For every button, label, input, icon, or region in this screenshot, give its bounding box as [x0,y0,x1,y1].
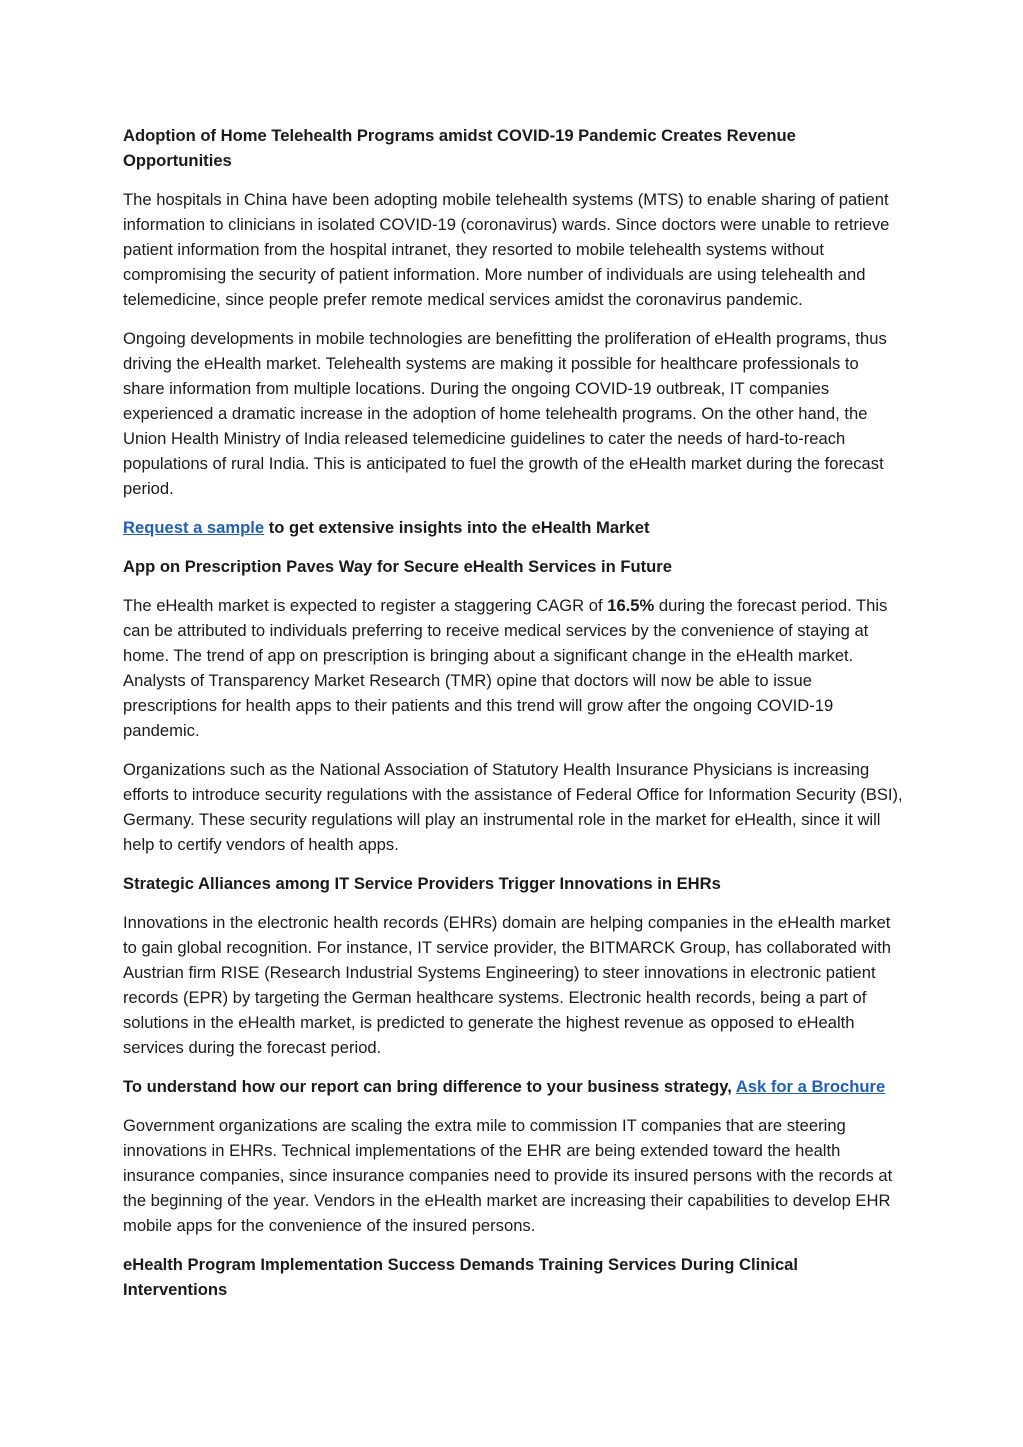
paragraph-cagr [123,593,903,743]
cagr-value: 16.5% [607,596,655,615]
cta-request-sample [123,515,903,540]
paragraph-cagr-rest: during the forecast period. This can be attributed to individuals preferring to receive medical services by the convenience of staying at home. The trend of app on prescription is bringing about a significant change in the eHealth market. Analysts of Transparency Market Research (TMR) opine that doctors will now be able to issue prescriptions for health apps to their patients and this trend will grow after the ongoing COVID-19 pandemic. [123,596,888,740]
paragraph-government-organizations: Government organizations are scaling the extra mile to commission IT companies that are steering innovations in EHRs. Technical implementations of the EHR are being extended toward the health insurance companies, since insurance companies need to provide its insured persons with the records at the beginning of the year. Vendors in the eHealth market are increasing their capabilities to develop EHR mobile apps for the convenience of the insured persons. [123,1116,893,1235]
paragraph-mts-china: The hospitals in China have been adopting mobile telehealth systems (MTS) to enable sharing of patient information to clinicians in isolated COVID-19 (coronavirus) wards. Since doctors were unable to retrieve patient information from the hospital intranet, they resorted to mobile telehealth systems without compromising the security of patient information. More number of individuals are using telehealth and telemedicine, since people prefer remote medical services amidst the coronavirus pandemic. [123,190,890,309]
paragraph-cagr-lead: The eHealth market is expected to register a staggering CAGR of [123,596,608,615]
section-heading-telehealth: Adoption of Home Telehealth Programs amidst COVID-19 Pandemic Creates Revenue Opportunities [123,126,796,170]
cta-brochure [123,1074,903,1099]
ask-brochure-link[interactable]: Ask for a Brochure [735,1077,886,1096]
paragraph-ehr-innovations: Innovations in the electronic health records (EHRs) domain are helping companies in the eHealth market to gain global recognition. For instance, IT service provider, the BITMARCK Group, has collaborated with Austrian firm RISE (Research Industrial Systems Engineering) to steer innovations in electronic patient records (EPR) by targeting the German healthcare systems. Electronic health records, being a part of solutions in the eHealth market, is predicted to generate the highest revenue as opposed to eHealth services during the forecast period. [123,913,891,1057]
section-heading-strategic-alliances: Strategic Alliances among IT Service Providers Trigger Innovations in EHRs [123,874,721,893]
cta-brochure-text: To understand how our report can bring difference to your business strategy, [123,1077,736,1096]
section-heading-app-prescription: App on Prescription Paves Way for Secure eHealth Services in Future [123,557,672,576]
request-sample-link[interactable]: Request a sample [123,518,265,537]
document-page [123,123,903,1316]
section-heading-training-services: eHealth Program Implementation Success Demands Training Services During Clinical Interventions [123,1255,799,1299]
paragraph-security-regulations: Organizations such as the National Association of Statutory Health Insurance Physicians is increasing efforts to introduce security regulations with the assistance of Federal Office for Information Security (BSI), Germany. These security regulations will play an instrumental role in the market for eHealth, since it will help to certify vendors of health apps. [123,760,903,854]
cta-request-sample-text: to get extensive insights into the eHealth Market [264,518,650,537]
paragraph-mobile-technologies: Ongoing developments in mobile technologies are benefitting the proliferation of eHealth programs, thus driving the eHealth market. Telehealth systems are making it possible for healthcare professionals to share information from multiple locations. During the ongoing COVID-19 outbreak, IT companies experienced a dramatic increase in the adoption of home telehealth programs. On the other hand, the Union Health Ministry of India released telemedicine guidelines to cater the needs of hard-to-reach populations of rural India. This is anticipated to fuel the growth of the eHealth market during the forecast period. [123,329,887,498]
